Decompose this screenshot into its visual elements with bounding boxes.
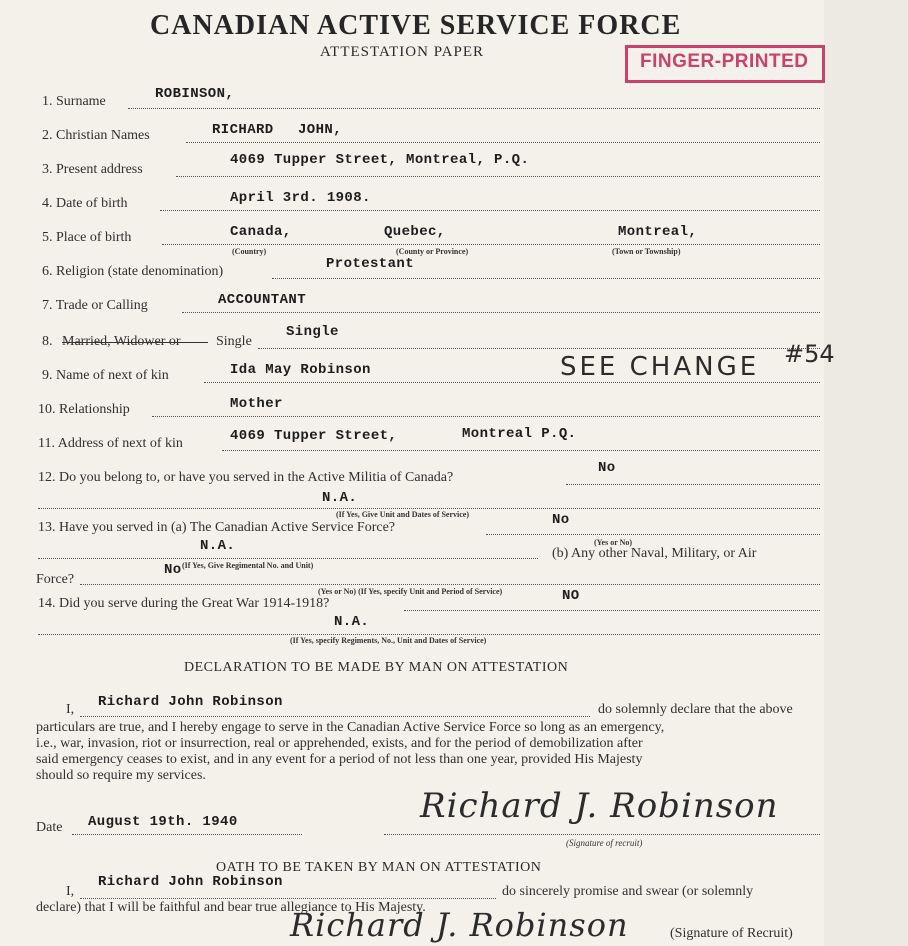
signature-line <box>384 834 820 835</box>
oath-heading: OATH TO BE TAKEN BY MAN ON ATTESTATION <box>216 860 542 875</box>
oath-signature: Richard J. Robinson <box>290 906 629 944</box>
present-address-label: 3. Present address <box>42 162 143 177</box>
oath-line1-end: do sincerely promise and swear (or solemnly <box>502 884 754 899</box>
casf-answer-line <box>486 534 820 535</box>
religion-label: 6. Religion (state denomination) <box>42 264 224 279</box>
other-service-question: (b) Any other Naval, Military, or Air <box>552 546 757 561</box>
declaration-text-4: should so require my services. <box>36 768 206 783</box>
oath-name: Richard John Robinson <box>98 874 283 890</box>
relationship-line <box>152 416 820 417</box>
christian-names-line <box>186 142 820 143</box>
oath-signature-caption: (Signature of Recruit) <box>670 926 793 941</box>
casf-question: 13. Have you served in (a) The Canadian Active Service Force? <box>38 520 395 535</box>
surname-line <box>128 108 820 109</box>
great-war-answer: NO <box>562 588 580 604</box>
great-war-detail-line <box>38 634 820 635</box>
declaration-text-1: particulars are true, and I hereby engage to serve in the Canadian Active Service Force so long as an emergency, <box>36 720 665 735</box>
town-caption: (Town or Township) <box>612 247 681 256</box>
marital-line <box>258 348 820 349</box>
recruit-signature: Richard J. Robinson <box>420 786 779 826</box>
christian-name-1: RICHARD <box>212 122 274 138</box>
handwritten-note-number: #54 <box>784 340 835 368</box>
attestation-date: August 19th. 1940 <box>88 814 238 830</box>
religion-line <box>272 278 820 279</box>
declaration-text-3: said emergency ceases to exist, and in any event for a period of not less than one year, provided His Majesty <box>36 752 643 767</box>
surname-label: 1. Surname <box>42 94 106 109</box>
great-war-answer-line <box>404 610 820 611</box>
kin-address-city: Montreal P.Q. <box>462 426 577 442</box>
great-war-detail: N.A. <box>334 614 370 630</box>
signature-caption: (Signature of recruit) <box>566 838 643 848</box>
militia-answer: No <box>598 460 616 476</box>
casf-yn-caption: (Yes or No) <box>594 538 633 547</box>
other-service-caption: (If Yes, Give Regimental No. and Unit) <box>182 561 314 570</box>
birth-town-value: Montreal, <box>618 224 698 240</box>
militia-answer-line <box>566 484 820 485</box>
militia-detail: N.A. <box>322 490 358 506</box>
militia-question: 12. Do you belong to, or have you served in the Active Militia of Canada? <box>38 470 454 485</box>
casf-detail-line <box>38 558 538 559</box>
document-subtitle: ATTESTATION PAPER <box>320 44 485 60</box>
province-caption: (County or Province) <box>396 247 469 256</box>
kin-address-value: 4069 Tupper Street, <box>230 428 398 444</box>
document-title: CANADIAN ACTIVE SERVICE FORCE <box>150 10 682 41</box>
oath-name-line <box>80 898 496 899</box>
casf-answer: No <box>552 512 570 528</box>
casf-detail: N.A. <box>200 538 236 554</box>
marital-single-label: Single <box>216 334 252 349</box>
force-line <box>80 584 820 585</box>
declaration-line1-end: do solemnly declare that the above <box>598 702 793 717</box>
trade-line <box>182 312 820 313</box>
birth-province-value: Quebec, <box>384 224 446 240</box>
date-of-birth-value: April 3rd. 1908. <box>230 190 371 206</box>
strike-through-line <box>62 342 208 343</box>
date-line <box>72 834 302 835</box>
stamp-text: FINGER-PRINTED <box>640 51 809 72</box>
date-label: Date <box>36 820 63 835</box>
marital-number: 8. <box>42 334 53 349</box>
date-of-birth-line <box>160 210 820 211</box>
force-label: Force? <box>36 572 75 587</box>
present-address-line <box>176 176 820 177</box>
marital-value: Single <box>286 324 339 340</box>
great-war-caption: (If Yes, specify Regiments, No., Unit and Dates of Service) <box>290 636 487 645</box>
oath-text: declare) that I will be faithful and bear true allegiance to His Majesty. <box>36 900 426 915</box>
next-of-kin-label: 9. Name of next of kin <box>42 368 169 383</box>
place-of-birth-label: 5. Place of birth <box>42 230 132 245</box>
great-war-question: 14. Did you serve during the Great War 1914-1918? <box>38 596 330 611</box>
declaration-i: I, <box>66 702 75 717</box>
christian-name-2: JOHN, <box>298 122 343 138</box>
date-of-birth-label: 4. Date of birth <box>42 196 128 211</box>
other-service-answer: No <box>164 562 182 578</box>
surname-value: ROBINSON, <box>155 86 235 102</box>
next-of-kin-value: Ida May Robinson <box>230 362 371 378</box>
birth-country-value: Canada, <box>230 224 292 240</box>
oath-i: I, <box>66 884 75 899</box>
religion-value: Protestant <box>326 256 415 272</box>
trade-value: ACCOUNTANT <box>218 292 307 308</box>
declaration-text-2: i.e., war, invasion, riot or insurrection, real or apprehended, exists, and for the period of demobilization after <box>36 736 643 751</box>
declaration-name-line <box>80 716 590 717</box>
force-caption: (Yes or No) (If Yes, specify Unit and Period of Service) <box>318 587 503 596</box>
declaration-heading: DECLARATION TO BE MADE BY MAN ON ATTESTATION <box>184 660 569 675</box>
relationship-value: Mother <box>230 396 283 412</box>
place-of-birth-line <box>162 244 820 245</box>
present-address-value: 4069 Tupper Street, Montreal, P.Q. <box>230 152 530 168</box>
next-of-kin-line <box>204 382 820 383</box>
trade-label: 7. Trade or Calling <box>42 298 148 313</box>
handwritten-see-change: SEE CHANGE <box>560 352 760 382</box>
country-caption: (Country) <box>232 247 267 256</box>
scan-edge <box>824 0 908 946</box>
militia-caption: (If Yes, Give Unit and Dates of Service) <box>336 510 470 519</box>
marital-struck-label: Married, Widower or <box>62 334 181 349</box>
militia-detail-line <box>38 508 820 509</box>
relationship-label: 10. Relationship <box>38 402 130 417</box>
kin-address-line <box>222 450 820 451</box>
christian-names-label: 2. Christian Names <box>42 128 150 143</box>
kin-address-label: 11. Address of next of kin <box>38 436 183 451</box>
declaration-name: Richard John Robinson <box>98 694 283 710</box>
